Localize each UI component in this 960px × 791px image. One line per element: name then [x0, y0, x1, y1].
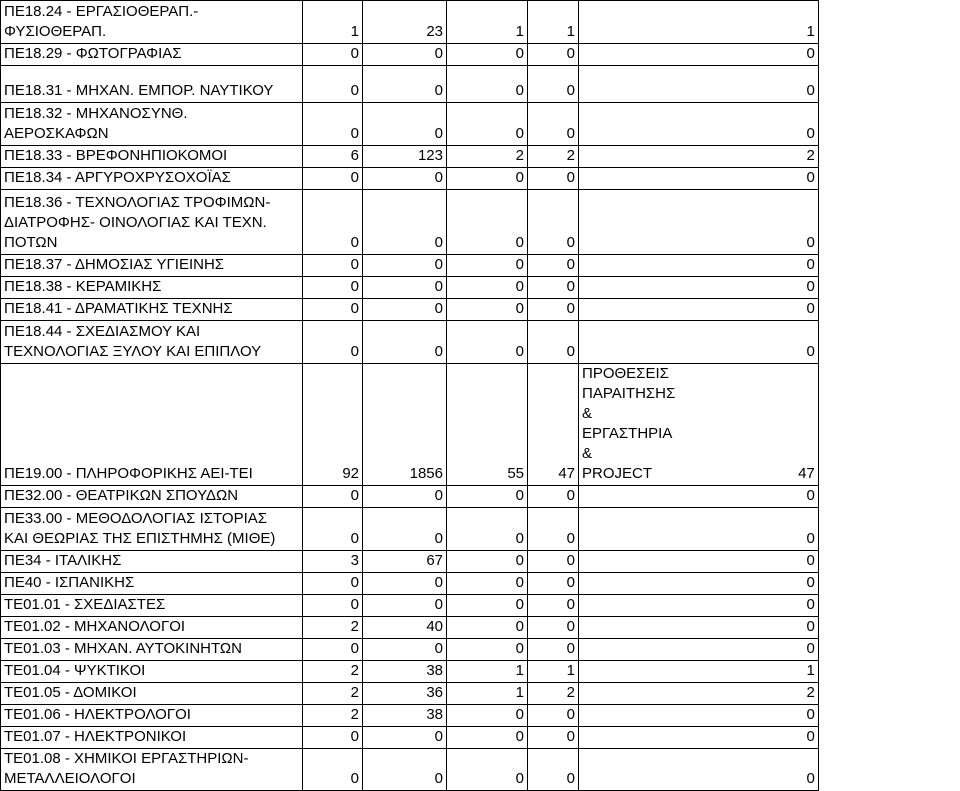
- value-cell-5: 0: [678, 595, 818, 617]
- value-cell-2: 67: [363, 551, 447, 573]
- value-cell-3: 0: [447, 44, 528, 66]
- note-cell: [579, 44, 679, 66]
- table-row: [1, 595, 819, 617]
- specialty-name-cell: ΠΕ40 - ΙΣΠΑΝΙΚΗΣ: [1, 573, 303, 595]
- value-cell-3: 0: [447, 299, 528, 321]
- value-cell-4: 0: [528, 508, 579, 551]
- value-cell-1: 0: [303, 321, 363, 364]
- value-cell-4: 0: [528, 103, 579, 146]
- table-row: [1, 683, 819, 705]
- specialty-name-cell: ΤΕ01.06 - ΗΛΕΚΤΡΟΛΟΓΟΙ: [1, 705, 303, 727]
- value-cell-5: 0: [678, 255, 818, 277]
- value-cell-4: 0: [528, 486, 579, 508]
- value-cell-3: 0: [447, 255, 528, 277]
- value-cell-3: 1: [447, 1, 528, 44]
- table-row: [1, 299, 819, 321]
- table-row: [1, 1, 819, 44]
- table-row: [1, 321, 819, 364]
- value-cell-4: 0: [528, 639, 579, 661]
- value-cell-2: 0: [363, 573, 447, 595]
- value-cell-1: 0: [303, 573, 363, 595]
- value-cell-2: 0: [363, 299, 447, 321]
- value-cell-1: 0: [303, 190, 363, 255]
- table-row: [1, 617, 819, 639]
- value-cell-4: 0: [528, 617, 579, 639]
- value-cell-5: 0: [678, 277, 818, 299]
- table-row: [1, 255, 819, 277]
- value-cell-4: 0: [528, 255, 579, 277]
- value-cell-3: 55: [447, 364, 528, 486]
- value-cell-2: 0: [363, 168, 447, 190]
- value-cell-4: 1: [528, 1, 579, 44]
- specialty-name-cell: ΠΕ33.00 - ΜΕΘΟΔΟΛΟΓΙΑΣ ΙΣΤΟΡΙΑΣ ΚΑΙ ΘΕΩΡΙΑΣ ΤΗΣ ΕΠΙΣΤΗΜΗΣ (ΜΙΘΕ): [1, 508, 303, 551]
- table-row: [1, 486, 819, 508]
- value-cell-5: 0: [678, 66, 818, 103]
- value-cell-1: 6: [303, 146, 363, 168]
- note-cell: [579, 639, 679, 661]
- note-cell: [579, 103, 679, 146]
- value-cell-1: 1: [303, 1, 363, 44]
- value-cell-2: 38: [363, 705, 447, 727]
- specialty-name-cell: ΤΕ01.07 - ΗΛΕΚΤΡΟΝΙΚΟΙ: [1, 727, 303, 749]
- value-cell-3: 0: [447, 705, 528, 727]
- value-cell-2: 123: [363, 146, 447, 168]
- table-row: [1, 277, 819, 299]
- table-row: [1, 508, 819, 551]
- note-cell: [579, 321, 679, 364]
- specialty-name-cell: ΠΕ18.34 - ΑΡΓΥΡΟΧΡΥΣΟΧΟΪΑΣ: [1, 168, 303, 190]
- value-cell-1: 0: [303, 277, 363, 299]
- note-cell: ΠΡΟΘΕΣΕΙΣ ΠΑΡΑΙΤΗΣΗΣ & ΕΡΓΑΣΤΗΡΙΑ & PROJECT: [579, 364, 679, 486]
- value-cell-4: 0: [528, 66, 579, 103]
- value-cell-2: 0: [363, 66, 447, 103]
- value-cell-1: 0: [303, 595, 363, 617]
- value-cell-3: 1: [447, 683, 528, 705]
- specialty-name-cell: ΤΕ01.05 - ΔΟΜΙΚΟΙ: [1, 683, 303, 705]
- value-cell-4: 0: [528, 705, 579, 727]
- value-cell-2: 40: [363, 617, 447, 639]
- value-cell-3: 0: [447, 321, 528, 364]
- value-cell-2: 36: [363, 683, 447, 705]
- value-cell-1: 0: [303, 168, 363, 190]
- value-cell-5: 0: [678, 190, 818, 255]
- specialty-name-cell: ΤΕ01.01 - ΣΧΕΔΙΑΣΤΕΣ: [1, 595, 303, 617]
- value-cell-3: 0: [447, 168, 528, 190]
- specialty-name-cell: ΠΕ18.31 - ΜΗΧΑΝ. ΕΜΠΟΡ. ΝΑΥΤΙΚΟΥ: [1, 66, 303, 103]
- value-cell-5: 0: [678, 573, 818, 595]
- specialty-name-cell: ΤΕ01.02 - ΜΗΧΑΝΟΛΟΓΟΙ: [1, 617, 303, 639]
- note-cell: [579, 661, 679, 683]
- table-row: [1, 66, 819, 103]
- value-cell-2: 0: [363, 44, 447, 66]
- specialty-name-cell: ΠΕ18.41 - ΔΡΑΜΑΤΙΚΗΣ ΤΕΧΝΗΣ: [1, 299, 303, 321]
- note-cell: [579, 595, 679, 617]
- value-cell-2: 0: [363, 508, 447, 551]
- table-row: [1, 103, 819, 146]
- value-cell-2: 0: [363, 727, 447, 749]
- value-cell-4: 0: [528, 727, 579, 749]
- value-cell-4: 2: [528, 683, 579, 705]
- value-cell-5: 2: [678, 683, 818, 705]
- value-cell-1: 0: [303, 486, 363, 508]
- value-cell-5: 0: [678, 749, 818, 791]
- value-cell-3: 0: [447, 749, 528, 791]
- value-cell-3: 0: [447, 103, 528, 146]
- specialty-name-cell: ΠΕ18.38 - ΚΕΡΑΜΙΚΗΣ: [1, 277, 303, 299]
- specialty-name-cell: ΠΕ18.36 - ΤΕΧΝΟΛΟΓΙΑΣ ΤΡΟΦΙΜΩΝ- ΔΙΑΤΡΟΦΗΣ- ΟΙΝΟΛΟΓΙΑΣ ΚΑΙ ΤΕΧΝ. ΠΟΤΩΝ: [1, 190, 303, 255]
- table-row: [1, 146, 819, 168]
- value-cell-2: 0: [363, 255, 447, 277]
- specialty-name-cell: ΠΕ18.33 - ΒΡΕΦΟΝΗΠΙΟΚΟΜΟΙ: [1, 146, 303, 168]
- value-cell-5: 1: [678, 661, 818, 683]
- value-cell-2: 0: [363, 639, 447, 661]
- value-cell-4: 0: [528, 277, 579, 299]
- value-cell-2: 0: [363, 103, 447, 146]
- value-cell-5: 47: [678, 364, 818, 486]
- table-row: [1, 190, 819, 255]
- value-cell-2: 0: [363, 321, 447, 364]
- note-cell: [579, 66, 679, 103]
- value-cell-1: 2: [303, 661, 363, 683]
- value-cell-2: 0: [363, 749, 447, 791]
- value-cell-4: 0: [528, 299, 579, 321]
- specialty-name-cell: ΤΕ01.08 - ΧΗΜΙΚΟΙ ΕΡΓΑΣΤΗΡΙΩΝ- ΜΕΤΑΛΛΕΙΟΛΟΓΟΙ: [1, 749, 303, 791]
- value-cell-1: 0: [303, 639, 363, 661]
- value-cell-4: 47: [528, 364, 579, 486]
- value-cell-1: 0: [303, 44, 363, 66]
- value-cell-4: 0: [528, 321, 579, 364]
- value-cell-5: 0: [678, 486, 818, 508]
- note-cell: [579, 727, 679, 749]
- value-cell-4: 0: [528, 573, 579, 595]
- value-cell-3: 0: [447, 277, 528, 299]
- specialty-name-cell: ΠΕ18.44 - ΣΧΕΔΙΑΣΜΟΥ ΚΑΙ ΤΕΧΝΟΛΟΓΙΑΣ ΞΥΛΟΥ ΚΑΙ ΕΠΙΠΛΟΥ: [1, 321, 303, 364]
- value-cell-1: 0: [303, 103, 363, 146]
- table-row: [1, 661, 819, 683]
- note-cell: [579, 299, 679, 321]
- table-row: [1, 168, 819, 190]
- note-cell: [579, 190, 679, 255]
- specialty-name-cell: ΤΕ01.03 - ΜΗΧΑΝ. ΑΥΤΟΚΙΝΗΤΩΝ: [1, 639, 303, 661]
- value-cell-4: 0: [528, 595, 579, 617]
- specialty-name-cell: ΤΕ01.04 - ΨΥΚΤΙΚΟΙ: [1, 661, 303, 683]
- value-cell-1: 2: [303, 705, 363, 727]
- value-cell-1: 0: [303, 727, 363, 749]
- note-cell: [579, 277, 679, 299]
- specialty-name-cell: ΠΕ32.00 - ΘΕΑΤΡΙΚΩΝ ΣΠΟΥΔΩΝ: [1, 486, 303, 508]
- note-cell: [579, 146, 679, 168]
- value-cell-5: 0: [678, 727, 818, 749]
- value-cell-4: 0: [528, 168, 579, 190]
- table-row: [1, 364, 819, 486]
- value-cell-5: 0: [678, 321, 818, 364]
- table-body: [1, 1, 819, 791]
- value-cell-3: 0: [447, 595, 528, 617]
- specialty-name-cell: ΠΕ18.37 - ΔΗΜΟΣΙΑΣ ΥΓΙΕΙΝΗΣ: [1, 255, 303, 277]
- value-cell-2: 0: [363, 595, 447, 617]
- value-cell-5: 0: [678, 639, 818, 661]
- value-cell-5: 0: [678, 508, 818, 551]
- value-cell-1: 0: [303, 299, 363, 321]
- table-row: [1, 551, 819, 573]
- value-cell-2: 1856: [363, 364, 447, 486]
- specialty-name-cell: ΠΕ34 - ΙΤΑΛΙΚΗΣ: [1, 551, 303, 573]
- value-cell-5: 1: [678, 1, 818, 44]
- specialty-name-cell: ΠΕ19.00 - ΠΛΗΡΟΦΟΡΙΚΗΣ ΑΕΙ-ΤΕΙ: [1, 364, 303, 486]
- value-cell-3: 0: [447, 190, 528, 255]
- value-cell-3: 0: [447, 617, 528, 639]
- specialty-name-cell: ΠΕ18.32 - ΜΗΧΑΝΟΣΥΝΘ. ΑΕΡΟΣΚΑΦΩΝ: [1, 103, 303, 146]
- value-cell-3: 0: [447, 727, 528, 749]
- note-cell: [579, 617, 679, 639]
- value-cell-3: 2: [447, 146, 528, 168]
- note-cell: [579, 573, 679, 595]
- note-cell: [579, 255, 679, 277]
- value-cell-2: 0: [363, 486, 447, 508]
- value-cell-4: 0: [528, 44, 579, 66]
- table-row: [1, 705, 819, 727]
- value-cell-4: 0: [528, 190, 579, 255]
- table-row: [1, 44, 819, 66]
- value-cell-1: 3: [303, 551, 363, 573]
- note-cell: [579, 168, 679, 190]
- value-cell-3: 0: [447, 508, 528, 551]
- value-cell-5: 0: [678, 103, 818, 146]
- value-cell-5: 0: [678, 299, 818, 321]
- value-cell-2: 23: [363, 1, 447, 44]
- value-cell-1: 0: [303, 66, 363, 103]
- value-cell-2: 0: [363, 190, 447, 255]
- value-cell-3: 0: [447, 66, 528, 103]
- value-cell-2: 0: [363, 277, 447, 299]
- table-row: [1, 573, 819, 595]
- value-cell-1: 92: [303, 364, 363, 486]
- value-cell-5: 0: [678, 617, 818, 639]
- note-cell: [579, 551, 679, 573]
- value-cell-4: 0: [528, 551, 579, 573]
- value-cell-5: 0: [678, 44, 818, 66]
- value-cell-4: 1: [528, 661, 579, 683]
- value-cell-5: 2: [678, 146, 818, 168]
- value-cell-4: 2: [528, 146, 579, 168]
- note-cell: [579, 683, 679, 705]
- table-row: [1, 727, 819, 749]
- note-cell: [579, 1, 679, 44]
- table-row: [1, 749, 819, 791]
- note-cell: [579, 508, 679, 551]
- value-cell-3: 0: [447, 639, 528, 661]
- note-cell: [579, 705, 679, 727]
- note-cell: [579, 749, 679, 791]
- value-cell-1: 2: [303, 683, 363, 705]
- specialty-name-cell: ΠΕ18.24 - ΕΡΓΑΣΙΟΘΕΡΑΠ.- ΦΥΣΙΟΘΕΡΑΠ.: [1, 1, 303, 44]
- value-cell-3: 0: [447, 573, 528, 595]
- value-cell-2: 38: [363, 661, 447, 683]
- value-cell-3: 1: [447, 661, 528, 683]
- specialty-name-cell: ΠΕ18.29 - ΦΩΤΟΓΡΑΦΙΑΣ: [1, 44, 303, 66]
- value-cell-1: 0: [303, 508, 363, 551]
- value-cell-1: 0: [303, 255, 363, 277]
- note-cell: [579, 486, 679, 508]
- table-row: [1, 639, 819, 661]
- value-cell-3: 0: [447, 551, 528, 573]
- value-cell-1: 0: [303, 749, 363, 791]
- value-cell-4: 0: [528, 749, 579, 791]
- value-cell-1: 2: [303, 617, 363, 639]
- value-cell-5: 0: [678, 705, 818, 727]
- value-cell-5: 0: [678, 551, 818, 573]
- value-cell-5: 0: [678, 168, 818, 190]
- value-cell-3: 0: [447, 486, 528, 508]
